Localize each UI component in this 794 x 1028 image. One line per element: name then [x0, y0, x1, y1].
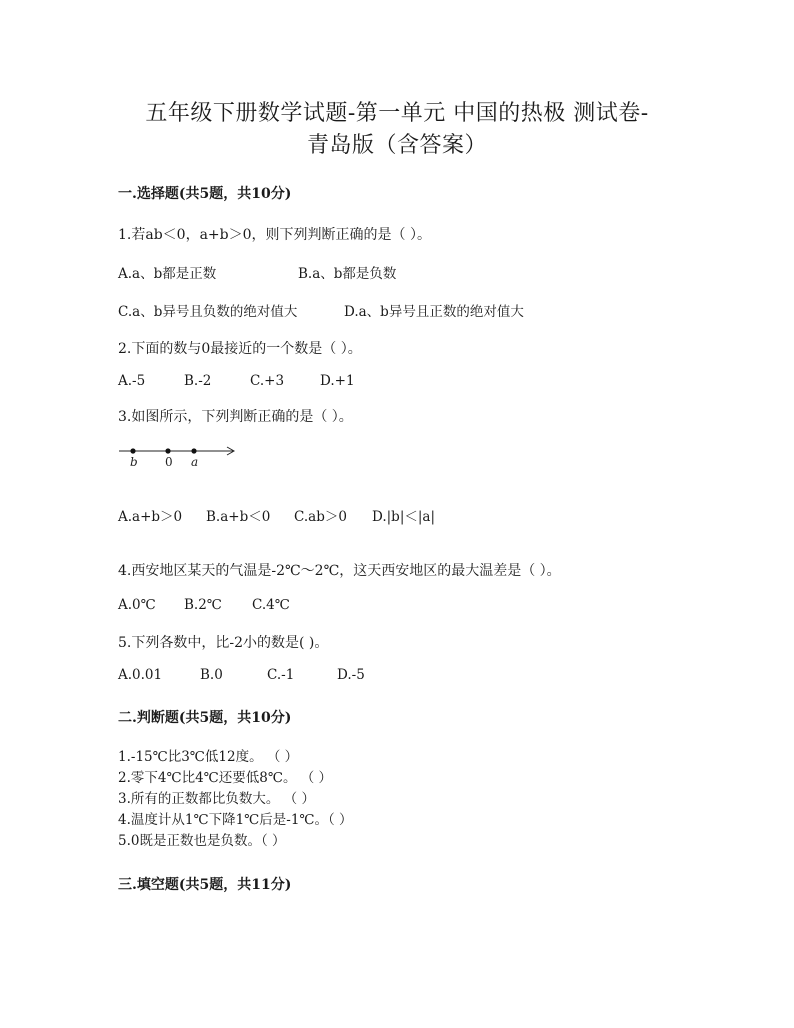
point-a: [191, 448, 196, 453]
q1-option-c: C.a、b异号且负数的绝对值大: [118, 304, 298, 320]
judge-item-2: 2.零下4℃比4℃还要低8℃。 （ ）: [118, 770, 333, 786]
q5-option-a: A.0.01: [118, 667, 163, 683]
q5-option-d: D.-5: [337, 667, 365, 683]
number-line-figure: [117, 438, 247, 472]
label-a: a: [191, 455, 199, 469]
q1-option-b: B.a、b都是负数: [298, 266, 397, 282]
q2-option-b: B.-2: [184, 373, 212, 389]
q2-stem: 2.下面的数与0最接近的一个数是（ ）。: [118, 341, 362, 357]
q2-option-c: C.+3: [250, 373, 285, 389]
q1-option-a: A.a、b都是正数: [118, 266, 217, 282]
page-title-line2: 青岛版（含答案）: [306, 133, 487, 158]
judge-item-1: 1.-15℃比3℃低12度。 （ ）: [118, 749, 299, 765]
q5-stem: 5.下列各数中，比-2小的数是( )。: [118, 635, 329, 651]
q3-option-b: B.a+b＜0: [206, 509, 271, 525]
q2-option-a: A.-5: [118, 373, 146, 389]
judge-item-3: 3.所有的正数都比负数大。 （ ）: [118, 791, 315, 807]
q3-stem: 3.如图所示，下列判断正确的是（ ）。: [118, 409, 353, 425]
q3-option-d: D.|b|＜|a|: [372, 509, 436, 525]
point-zero: [165, 448, 170, 453]
q1-option-d: D.a、b异号且正数的绝对值大: [344, 304, 524, 320]
q2-option-d: D.+1: [320, 373, 355, 389]
page-title-line1: 五年级下册数学试题-第一单元 中国的热极 测试卷-: [145, 101, 649, 126]
section2-heading: 二.判断题(共5题，共10分): [118, 710, 292, 726]
judge-item-5: 5.0既是正数也是负数。（ ）: [118, 833, 286, 849]
q4-option-a: A.0℃: [118, 597, 156, 613]
q4-option-c: C.4℃: [252, 597, 290, 613]
q3-option-c: C.ab＞0: [294, 509, 347, 525]
q3-option-a: A.a+b＞0: [118, 509, 183, 525]
q5-option-c: C.-1: [267, 667, 295, 683]
label-b: b: [130, 455, 138, 469]
section1-heading: 一.选择题(共5题，共10分): [118, 186, 292, 202]
label-zero: 0: [165, 455, 173, 469]
q4-stem: 4.西安地区某天的气温是-2℃～2℃，这天西安地区的最大温差是（ ）。: [118, 563, 561, 579]
point-b: [130, 448, 135, 453]
q1-stem: 1.若ab＜0，a+b＞0，则下列判断正确的是（ ）。: [118, 227, 431, 243]
judge-item-4: 4.温度计从1℃下降1℃后是-1℃。（ ）: [118, 812, 353, 828]
q5-option-b: B.0: [200, 667, 223, 683]
q4-option-b: B.2℃: [184, 597, 222, 613]
section3-heading: 三.填空题(共5题，共11分): [118, 877, 292, 893]
